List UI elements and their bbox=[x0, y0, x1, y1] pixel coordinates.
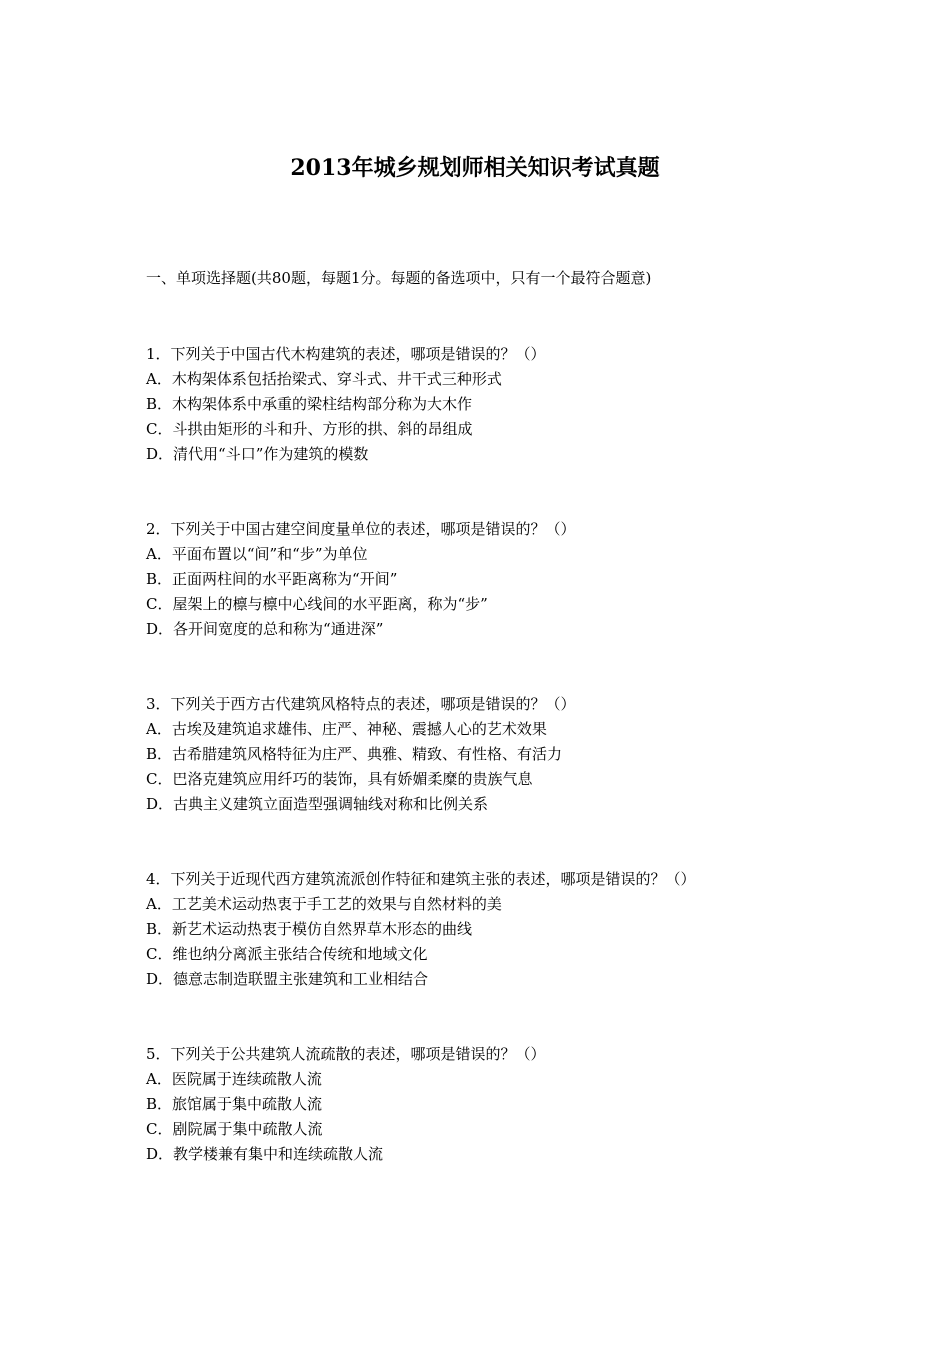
question-stem: 3．下列关于西方古代建筑风格特点的表述，哪项是错误的？（） bbox=[146, 695, 576, 713]
option-b: B．正面两柱间的水平距离称为“开间” bbox=[146, 570, 398, 588]
option-a: A．平面布置以“间”和“步”为单位 bbox=[146, 545, 368, 563]
section-heading: 一、单项选择题(共80题，每题1分。每题的备选项中，只有一个最符合题意) bbox=[146, 269, 652, 287]
question-stem: 5．下列关于公共建筑人流疏散的表述，哪项是错误的？（） bbox=[146, 1045, 546, 1063]
option-c: C．斗拱由矩形的斗和升、方形的拱、斜的昂组成 bbox=[146, 420, 473, 438]
question-1 bbox=[146, 342, 846, 467]
option-a: A．医院属于连续疏散人流 bbox=[146, 1070, 322, 1088]
option-c: C．维也纳分离派主张结合传统和地域文化 bbox=[146, 945, 428, 963]
option-b: B．古希腊建筑风格特征为庄严、典雅、精致、有性格、有活力 bbox=[146, 745, 563, 763]
option-b: B．新艺术运动热衷于模仿自然界草木形态的曲线 bbox=[146, 920, 473, 938]
option-d: D．清代用“斗口”作为建筑的模数 bbox=[146, 445, 369, 463]
question-stem: 2．下列关于中国古建空间度量单位的表述，哪项是错误的？（） bbox=[146, 520, 576, 538]
option-a: A．木构架体系包括抬梁式、穿斗式、井干式三种形式 bbox=[146, 370, 502, 388]
question-2 bbox=[146, 517, 846, 642]
option-c: C．屋架上的檩与檩中心线间的水平距离，称为“步” bbox=[146, 595, 488, 613]
option-d: D．古典主义建筑立面造型强调轴线对称和比例关系 bbox=[146, 795, 489, 813]
question-5 bbox=[146, 1042, 846, 1167]
question-stem: 1．下列关于中国古代木构建筑的表述，哪项是错误的？（） bbox=[146, 345, 546, 363]
option-b: B．木构架体系中承重的梁柱结构部分称为大木作 bbox=[146, 395, 473, 413]
question-3 bbox=[146, 692, 846, 817]
option-d: D．各开间宽度的总和称为“通进深” bbox=[146, 620, 384, 638]
option-c: C．剧院属于集中疏散人流 bbox=[146, 1120, 323, 1138]
question-stem: 4．下列关于近现代西方建筑流派创作特征和建筑主张的表述，哪项是错误的？（） bbox=[146, 870, 696, 888]
option-b: B．旅馆属于集中疏散人流 bbox=[146, 1095, 323, 1113]
option-a: A．工艺美术运动热衷于手工艺的效果与自然材料的美 bbox=[146, 895, 502, 913]
option-c: C．巴洛克建筑应用纤巧的装饰，具有娇媚柔糜的贵族气息 bbox=[146, 770, 533, 788]
document-title: 2013年城乡规划师相关知识考试真题 bbox=[290, 155, 660, 181]
option-d: D．德意志制造联盟主张建筑和工业相结合 bbox=[146, 970, 429, 988]
question-4 bbox=[146, 867, 846, 992]
option-a: A．古埃及建筑追求雄伟、庄严、神秘、震撼人心的艺术效果 bbox=[146, 720, 547, 738]
option-d: D．教学楼兼有集中和连续疏散人流 bbox=[146, 1145, 384, 1163]
